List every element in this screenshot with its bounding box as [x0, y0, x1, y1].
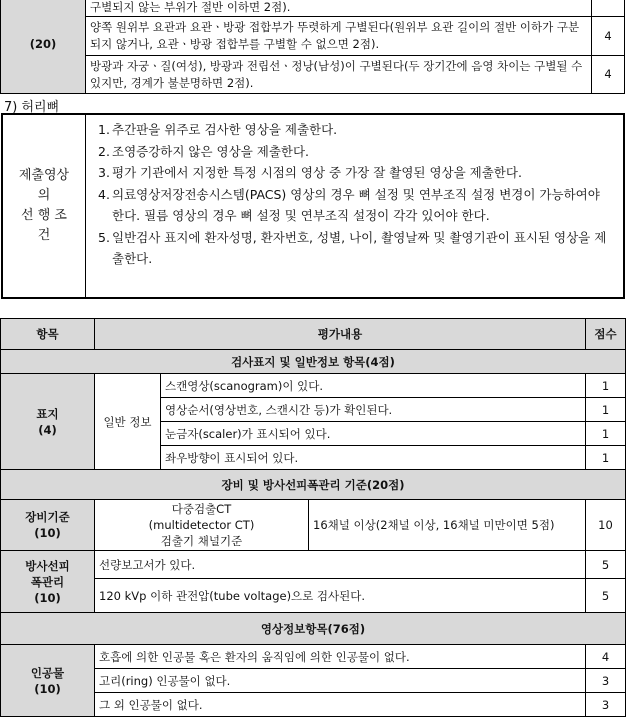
criteria-score: 4	[592, 17, 625, 56]
condition-item	[98, 119, 615, 141]
criteria-text: 16채널 이상(2채널 이상, 16채널 미만이면 5점)	[309, 500, 586, 551]
criteria-text: 방광과 자궁ㆍ질(여성), 방광과 전립선ㆍ정낭(남성)이 구별된다(두 장기간에 음영 차이는 구별될 수 있지만, 경계가 불분명하면 2점).	[86, 56, 592, 94]
criteria-score: 5	[586, 579, 626, 613]
equipment-points: (10)	[34, 526, 61, 540]
criteria-text: 고리(ring) 인공물이 없다.	[95, 669, 586, 693]
criteria-score: 4	[592, 56, 625, 94]
section-title: 장비 및 방사선피폭관리 기준(20점)	[1, 470, 626, 500]
section-title: 영상정보항목(76점)	[1, 613, 626, 645]
equipment-cell	[1, 500, 95, 551]
top-criteria-table	[0, 0, 625, 94]
row-label: (20)	[1, 0, 86, 94]
radiation-points: (10)	[34, 590, 61, 605]
criteria-text: 좌우방향이 표시되어 있다.	[161, 446, 586, 470]
condition-text: 평가 기관에서 지정한 특정 시점의 영상 중 가장 잘 촬영된 영상을 제출한다.	[112, 165, 522, 180]
condition-item	[98, 162, 615, 184]
label-group-cell	[1, 374, 95, 470]
condition-item	[98, 141, 615, 163]
equipment-criteria-line: 검출기 채널기준	[160, 534, 243, 548]
criteria-score: 1	[586, 398, 626, 422]
condition-number: 1.	[98, 122, 110, 137]
radiation-title-line: 방사선피	[25, 558, 70, 573]
criteria-score: 3	[586, 669, 626, 693]
criteria-text: 양쪽 원위부 요관과 요관ㆍ방광 접합부가 뚜렷하게 구별된다(원위부 요관 길이의 절반 이하가 구분되지 않거나, 요관ㆍ방광 접합부를 구별할 수 없으면 2점).	[86, 17, 592, 56]
criteria-score: 1	[586, 446, 626, 470]
section-heading: 7) 허리뼈	[4, 100, 60, 115]
condition-item	[98, 184, 615, 227]
condition-number: 5.	[98, 229, 110, 245]
conditions-label-line: 선 행 조	[21, 208, 67, 223]
condition-text: 일반검사 표지에 환자성명, 환자번호, 성별, 나이, 촬영날짜 및 촬영기관이 표시된 영상을 제출한다.	[112, 229, 607, 266]
conditions-label-line: 의	[37, 188, 51, 203]
equipment-criteria-line: 다중검출CT	[171, 502, 232, 516]
section-title: 검사표지 및 일반정보 항목(4점)	[1, 350, 626, 374]
condition-number: 2.	[98, 143, 110, 159]
criteria-score: 3	[586, 693, 626, 717]
criteria-text: 120 kVp 이하 관전압(tube voltage)으로 검사된다.	[95, 579, 586, 613]
header-item: 항목	[1, 319, 95, 350]
criteria-score: 1	[586, 374, 626, 398]
condition-number: 4.	[98, 186, 110, 202]
criteria-text: 영상순서(영상번호, 스캔시간 등)가 확인된다.	[161, 398, 586, 422]
criteria-text: 구별되지 않는 부위가 절반 이하면 2점).	[86, 0, 592, 17]
criteria-score: 5	[586, 551, 626, 579]
submission-conditions-box	[1, 113, 625, 299]
criteria-score: 10	[586, 500, 626, 551]
evaluation-table	[0, 318, 626, 717]
conditions-label-line: 건	[37, 228, 51, 243]
conditions-list	[86, 115, 623, 297]
criteria-score	[592, 0, 625, 17]
label-subgroup: 일반 정보	[95, 374, 161, 470]
label-group-points: (4)	[38, 422, 57, 437]
equipment-criteria	[95, 500, 309, 551]
artifact-cell	[1, 645, 95, 717]
radiation-cell	[1, 551, 95, 613]
condition-text: 조영증강하지 않은 영상을 제출한다.	[112, 143, 310, 159]
criteria-text: 눈금자(scaler)가 표시되어 있다.	[161, 422, 586, 446]
artifact-title: 인공물	[30, 665, 65, 680]
equipment-title: 장비기준	[25, 510, 70, 524]
criteria-score: 1	[586, 422, 626, 446]
criteria-text: 선량보고서가 있다.	[95, 551, 586, 579]
conditions-label-line: 제출영상	[18, 168, 70, 183]
criteria-text: 그 외 인공물이 없다.	[95, 693, 586, 717]
condition-item	[98, 227, 615, 270]
radiation-title-line: 폭관리	[30, 574, 65, 589]
criteria-score: 4	[586, 645, 626, 669]
label-group-title: 표지	[36, 406, 59, 421]
equipment-criteria-line: (multidetector CT)	[148, 518, 255, 532]
header-score: 점수	[586, 319, 626, 350]
condition-text: 추간판을 위주로 검사한 영상을 제출한다.	[112, 122, 338, 137]
condition-text: 의료영상저장전송시스템(PACS) 영상의 경우 뼈 설정 및 연부조직 설정 변경이 가능하여야 한다. 필름 영상의 경우 뼈 설정 및 연부조직 설정이 각각 있어야 한다.	[112, 186, 600, 223]
criteria-text: 스캔영상(scanogram)이 있다.	[161, 374, 586, 398]
condition-number: 3.	[98, 165, 110, 180]
header-content: 평가내용	[95, 319, 586, 350]
conditions-label	[3, 115, 86, 297]
criteria-text: 호흡에 의한 인공물 혹은 환자의 움직임에 의한 인공물이 없다.	[95, 645, 586, 669]
artifact-points: (10)	[34, 681, 61, 696]
